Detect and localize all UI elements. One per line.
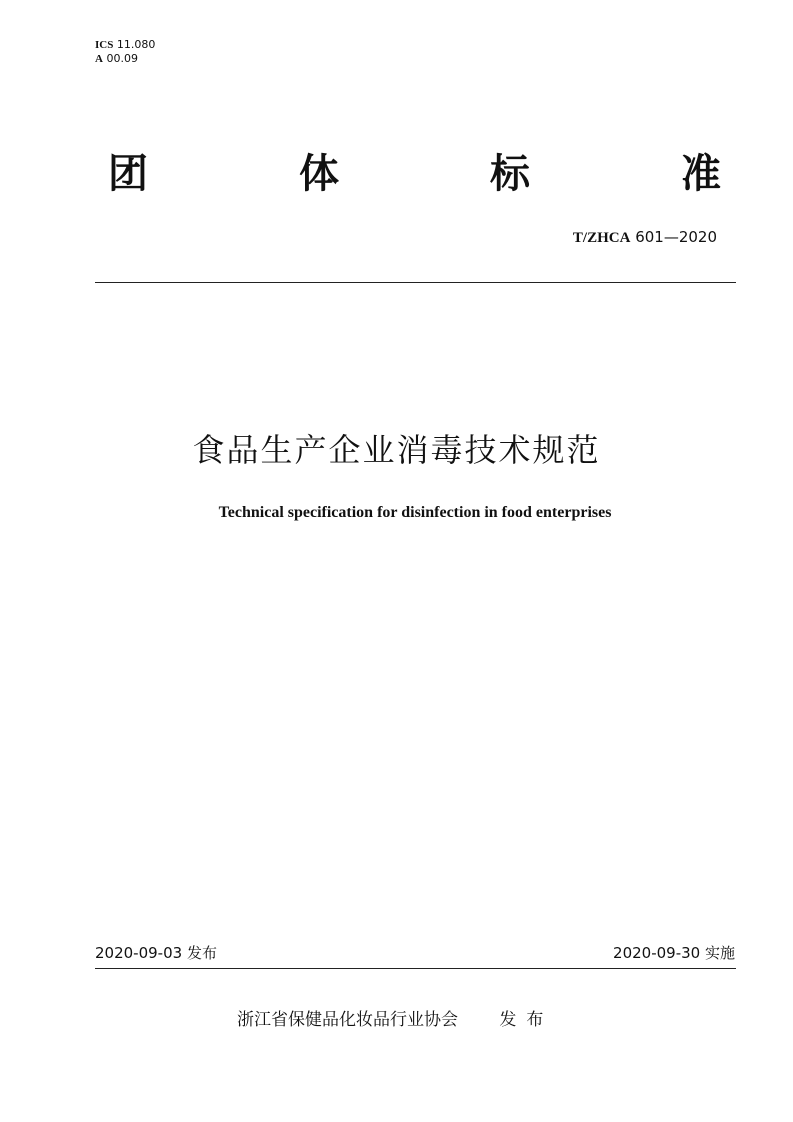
publisher-line [237, 1008, 553, 1032]
issue-date: 2020-09-03 发布 [95, 944, 217, 962]
ics-value: 11.080 [116, 38, 156, 51]
ccs-label: A [95, 53, 103, 65]
standard-number-value: 601—2020 [635, 228, 717, 246]
ccs-code [95, 52, 155, 66]
standard-type-heading [108, 150, 721, 198]
bottom-divider [95, 968, 736, 969]
standard-number [573, 228, 717, 247]
standard-type-char: 体 [299, 151, 339, 197]
standard-type-char: 团 [108, 151, 148, 197]
ccs-value: 00.09 [106, 52, 138, 65]
top-divider [95, 282, 736, 283]
title-chinese: 食品生产企业消毒技术规范 [192, 431, 601, 469]
publisher-name: 浙江省保健品化妆品行业协会 [237, 1010, 458, 1030]
ics-code [95, 38, 155, 52]
title-english: Technical specification for disinfection in food enterprises [218, 504, 612, 521]
publisher-verb: 发布 [499, 1010, 554, 1030]
standard-type-char: 准 [681, 151, 721, 197]
standard-number-prefix: T/ZHCA [572, 230, 631, 246]
ics-label: ICS [95, 39, 114, 51]
implementation-date: 2020-09-30 实施 [613, 944, 735, 962]
standard-type-char: 标 [490, 151, 530, 197]
classification-codes [95, 38, 155, 66]
